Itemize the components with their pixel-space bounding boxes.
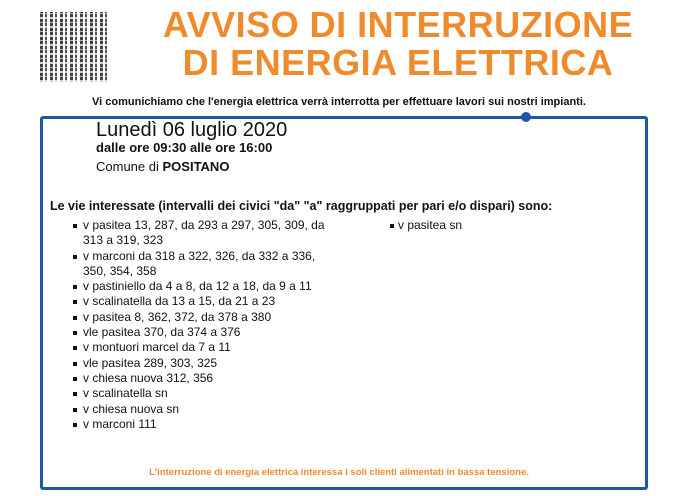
street-item: v montuori marcel da 7 a 11	[72, 340, 340, 355]
street-item: v scalinatella sn	[72, 386, 340, 401]
comune-line	[96, 159, 229, 174]
street-item: v pasitea sn	[390, 218, 590, 233]
street-item: vle pasitea 289, 303, 325	[72, 356, 340, 371]
street-item: v pastiniello da 4 a 8, da 12 a 18, da 9 a 11	[72, 279, 340, 294]
streets-list-column-2	[390, 218, 590, 233]
qr-code	[40, 12, 108, 82]
streets-list-column-1	[72, 218, 340, 432]
comune-label: Comune di	[96, 159, 159, 174]
frame-marker-dot	[521, 112, 531, 122]
comune-name: POSITANO	[162, 159, 230, 174]
street-item: vle pasitea 370, da 374 a 376	[72, 325, 340, 340]
street-item: v scalinatella da 13 a 15, da 21 a 23	[72, 294, 340, 309]
outage-hours: dalle ore 09:30 alle ore 16:00	[96, 140, 273, 155]
street-item: v marconi 111	[72, 417, 340, 432]
page-title	[118, 6, 678, 82]
footer-note: L'interruzione di energia elettrica interessa i soli clienti alimentati in bassa tensione.	[149, 467, 529, 478]
street-item: v chiesa nuova sn	[72, 402, 340, 417]
intro-text: Vi comunichiamo che l'energia elettrica verrà interrotta per effettuare lavori sui nostri impianti.	[92, 96, 586, 108]
title-line-2: DI ENERGIA ELETTRICA	[182, 42, 614, 83]
street-item: v marconi da 318 a 322, 326, da 332 a 336, 350, 354, 358	[72, 249, 340, 280]
title-line-1: AVVISO DI INTERRUZIONE	[162, 4, 634, 45]
street-item: v chiesa nuova 312, 356	[72, 371, 340, 386]
street-item: v pasitea 13, 287, da 293 a 297, 305, 309, da 313 a 319, 323	[72, 218, 340, 249]
street-item: v pasitea 8, 362, 372, da 378 a 380	[72, 310, 340, 325]
outage-date: Lunedì 06 luglio 2020	[96, 119, 288, 141]
streets-heading: Le vie interessate (intervalli dei civici "da" "a" raggruppati per pari e/o dispari) sono:	[50, 199, 553, 213]
